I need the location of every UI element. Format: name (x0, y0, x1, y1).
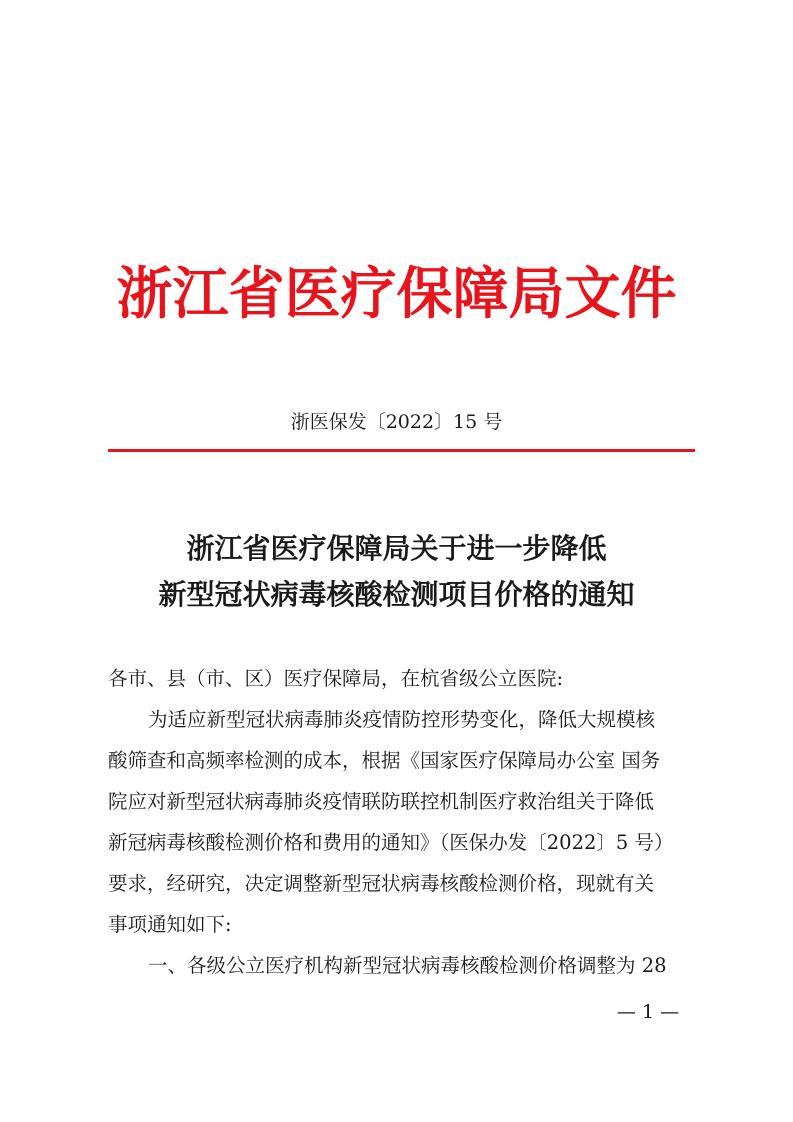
document-title (0, 526, 793, 618)
document-title-line-2: 新型冠状病毒核酸检测项目价格的通知 (158, 578, 635, 611)
document-title-line-1: 浙江省医疗保障局关于进一步降低 (186, 532, 607, 565)
document-body (108, 658, 692, 986)
red-divider-line (108, 449, 695, 452)
paragraph-line: 为适应新型冠状病毒肺炎疫情防控形势变化，降低大规模核 (148, 708, 656, 731)
document-number: 浙医保发〔2022〕15 号 (290, 411, 503, 433)
paragraph-line: 院应对新型冠状病毒肺炎疫情联防联控机制医疗救治组关于降低 (108, 790, 655, 813)
salutation: 各市、县（市、区）医疗保障局，在杭省级公立医院: (108, 667, 564, 690)
page-number: — 1 — (616, 1001, 680, 1023)
paragraph-line: 要求，经研究，决定调整新型冠状病毒核酸检测价格，现就有关 (108, 872, 655, 895)
paragraph-line: 酸筛查和高频率检测的成本，根据《国家医疗保障局办公室 国务 (108, 749, 661, 772)
item-1-line: 一、各级公立医疗机构新型冠状病毒核酸检测价格调整为 28 (148, 954, 667, 977)
issuer-header-title: 浙江省医疗保障局文件 (116, 262, 677, 327)
paragraph-line: 新冠病毒核酸检测价格和费用的通知》（医保办发〔2022〕5 号） (108, 831, 674, 854)
paragraph-line: 事项通知如下: (108, 913, 232, 936)
